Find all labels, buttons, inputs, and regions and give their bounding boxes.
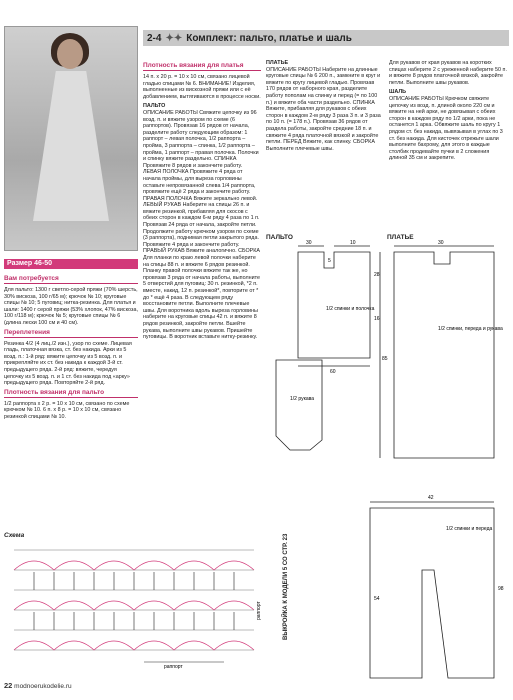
dim-9: 42	[428, 495, 434, 501]
back-front-label: 1/2 спинки и полочка	[326, 306, 375, 312]
page-number: 22	[4, 681, 13, 690]
rapport-label-vertical: раппорт	[256, 601, 262, 620]
dress-half-label: 1/2 спинки, переда и рукава	[438, 326, 503, 332]
coat-back-pattern	[276, 246, 370, 450]
dim-10: 98	[498, 586, 504, 592]
dim-7: 30	[438, 240, 444, 246]
patterns-svg	[262, 240, 512, 680]
sleeve-label: 1/2 рукава	[290, 396, 315, 402]
right-column-2	[389, 60, 509, 162]
article-number: 2-4	[147, 32, 162, 44]
coat-instructions: ОПИСАНИЕ РАБОТЫ Свяжите цепочку из 96 возд. п. и вяжите узором по схеме (6 раппортов). Провязав 16 рядов от начала, разделите работу следующим образом: 1 раппорт – левая полочка, 1/2 раппорта – пройма, 3 раппорта – спинка, 1/2 раппорта – пройма, 1 раппорт – правая полочка. Полочки и спинку вяжите раздельно. СПИНКА Провяжите 8 рядов и закончите работу. ЛЕВАЯ ПОЛОЧКА Провяжите 4 ряда от начала проймы, для выреза горловины оставьте непровязанной слева 1/4 раппорта, провяжите ещё 2 ряда и закончите работу. ПРАВАЯ ПОЛОЧКА Вяжите зеркально левой. ЛЕВЫЙ РУКАВ Наберите на спицы 26 п. и вяжите резинкой, прибавляя для скосов с обеих сторон в каждом 6-м ряду 4 раза по 1 п. Провязав 24 ряда от начала, закройте петли. Продолжите работу крючком узором по схеме (3 раппорта), поднимая петли закрытого ряда. Провяжите 4 ряда и закончите работу. ПРАВЫЙ РУКАВ Вяжите аналогично. СБОРКА Для планки по краю левой полочки наберите на спицы 88 п. и вяжите 6 рядов резинкой. Планку правой полочки вяжите так же, но провязав 3 ряда от начала работы, выполните 5 отверстий для пуговиц: 30 п. резинкой, *2 п. вместе, накид, 12 п. резинкой*, повторите от * до * ещё 4 раза. В следующем ряду восстановите петли. Выполните плечевые швы. Для воротника вдоль выреза горловины наберите на круговые спицы 42 п. и вяжите 8 рядов резинкой, закройте петли. Вшейте рукава, выполните швы рукавов. Пришейте пуговицы. В воротник вставьте нитку-резинку.	[143, 109, 260, 341]
middle-column	[143, 60, 261, 341]
dim-2: 10	[350, 240, 356, 246]
dim-8: 85	[382, 356, 388, 362]
dim-6: 60	[330, 369, 336, 375]
site-url: modnoerukodelie.ru	[14, 683, 72, 690]
coat-diagram-label: ПАЛЬТО	[266, 234, 293, 241]
article-title: Комплект: пальто, платье и шаль	[186, 32, 352, 44]
right-column-1	[266, 60, 384, 152]
header-ornament-icon: ✦✦	[165, 32, 183, 44]
schema-stitches	[34, 572, 234, 630]
dim-4: 28	[374, 272, 380, 278]
sleeve-finish-text: Для рукавов от края рукавов на коротких спицах наберите 2 с уреженной наберите 50 п. и вяжите 8 рядов платочной вязкой, закройте петли. Выполните швы рукавов.	[389, 60, 507, 86]
page-footer	[4, 681, 72, 690]
shawl-instructions: ОПИСАНИЕ РАБОТЫ Крючком свяжите цепочку из возд. п. длиной около 220 см и вяжите на ней арки, не довязывая с обеих сторон в каждом ряду по 1/2 арки, пока не останется 1 арка. Обвяжите шаль по кругу 1 рядом ст. без накида, вывязывая в углах по 3 ст. без накида. Для кисточек отрежьте шали выполните бахрому, для этого в каждые столбик продевайте пучки в 2 сложения длиной 35 см и закрепите.	[389, 95, 503, 162]
crochet-schema	[4, 540, 266, 674]
materials-text: Для пальто: 1300 г светло-серой пряжи (70% шерсть, 30% вискоза, 100 г/65 м); крючок № 10; круговые спицы № 10; 5 пуговиц; нитка-резинка. Для платья и шали: 1400 г серой пряжи (53% хлопок, 47% вискоза, 100 г/118 м); крючок № 5; круговые спицы № 6 (длина лески 100 см и 40 см).	[4, 287, 138, 326]
schema-title: Схема	[4, 532, 25, 539]
materials-heading: Вам потребуется	[4, 275, 138, 284]
dress-pattern	[380, 246, 494, 458]
article-header	[143, 30, 509, 46]
model-garment	[33, 71, 109, 221]
coat-density-text: 1/2 раппорта х 2 р. = 10 х 10 см, связано по схеме крючком № 10. 6 п. х 8 р. = 10 х 10 см, связано резинкой спицами № 10.	[4, 400, 130, 420]
weaves-heading: Переплетения	[4, 329, 138, 338]
model-face	[57, 39, 83, 69]
dim-1: 30	[306, 240, 312, 246]
weaves-text: Резинка 4/2 (4 лиц./2 изн.), узор по схеме. Лицевая гладь, платочная вязка, ст. без накида. Арки из 5 возд. п.: 1-й ряд: вяжите цепочку из 5 возд. п. и прикрепляйте их ст. без накида к каждой 3-й ст. предыдущего ряда. 2-й ряд: вяжите, чередуя цепочку из 5 возд. п. и 1 ст. без накида под «арку» предыдущего ряда. Повторяйте 2-й ряд.	[4, 340, 132, 387]
rapport-label-horizontal: раппорт	[164, 664, 183, 670]
dress-density-text: 14 п. х 20 р. = 10 х 10 см, связано лицевой гладью спицами № 6. ВНИМАНИЕ! Изделия, выполненные из вискозной пряжи или с её добавлением, вытягиваются в процессе носки.	[143, 74, 261, 100]
dim-5: 16	[374, 316, 380, 322]
schema-grid	[14, 550, 254, 650]
shawl-heading: ШАЛЬ	[389, 89, 407, 96]
dim-3: 5	[328, 258, 331, 264]
dress-instructions: ОПИСАНИЕ РАБОТЫ Наберите на длинные круговые спицы № 6 200 п., замкните в круг и вяжите по кругу лицевой гладью. Провязав 170 рядов от наборного края, разделите работу пополам на спинку и перед (= по 100 п.) и вяжите оба части раздельно. СПИНКА Вяжите, прибавляя для рукавов с обеих сторон в каждом 2-м ряду 3 раза 3 п. и 3 раза по 10 п. (= 178 п.). Провязав 36 рядов от раздела работы, закройте средние 18 п. и свяжите 4 ряда платочной вязкой и закройте петли. ПЕРЕД Вяжите, как спинку. СБОРКА Выполните плечевые швы.	[266, 66, 381, 152]
model-photo	[4, 26, 138, 251]
dress-density-heading: Плотность вязания для платья	[143, 62, 261, 71]
dress-heading: ПЛАТЬЕ	[266, 60, 289, 66]
dress-diagram-label: ПЛАТЬЕ	[387, 234, 414, 241]
coat-density-heading: Плотность вязания для пальто	[4, 389, 138, 398]
dim-11: 54	[374, 596, 380, 602]
pattern-vertical-label: ВЫКРОЙКА К МОДЕЛИ 5 СО СТР. 23	[283, 533, 289, 640]
left-column	[4, 273, 138, 421]
coat-heading: ПАЛЬТО	[143, 103, 166, 110]
skirt-label: 1/2 спинки и переда	[446, 526, 493, 532]
size-badge: Размер 46-50	[4, 259, 138, 269]
